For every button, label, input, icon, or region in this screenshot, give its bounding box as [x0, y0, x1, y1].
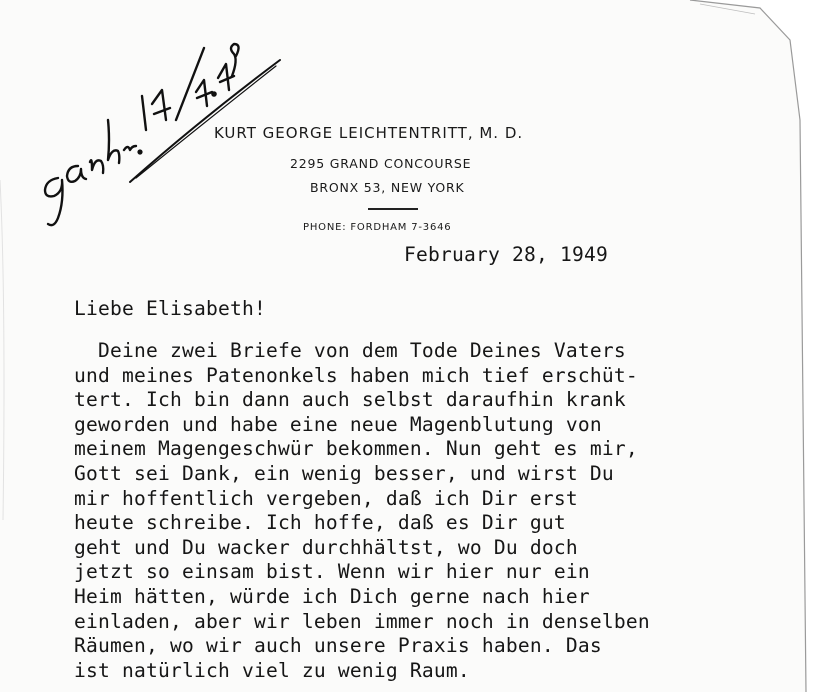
- body-line: Räumen, wo wir auch unsere Praxis haben. Das: [74, 634, 602, 658]
- letter-body: [74, 339, 814, 683]
- body-line: mir hoffentlich vergeben, daß ich Dir erst: [74, 486, 578, 510]
- body-line: geht und Du wacker durchhältst, wo Du doch: [74, 535, 578, 559]
- body-line: geworden und habe eine neue Magenblutung von: [74, 412, 602, 436]
- body-line: Deine zwei Briefe von dem Tode Deines Vaters: [98, 339, 626, 362]
- letterhead-divider: [368, 208, 418, 210]
- body-line: Heim hätten, würde ich Dich gerne nach hier: [74, 584, 590, 608]
- body-line: einladen, aber wir leben immer noch in denselben: [74, 609, 650, 633]
- address-line-1: 2295 GRAND CONCOURSE: [290, 156, 472, 171]
- physician-name: KURT GEORGE LEICHTENTRITT, M. D.: [214, 124, 524, 142]
- phone-number: PHONE: FORDHAM 7-3646: [303, 222, 452, 233]
- body-line: tert. Ich bin dann auch selbst daraufhin krank: [74, 388, 626, 412]
- body-line: und meines Patenonkels haben mich tief erschüt-: [74, 363, 638, 387]
- address-line-2: BRONX 53, NEW YORK: [310, 180, 465, 195]
- body-line: Gott sei Dank, ein wenig besser, und wirst Du: [74, 461, 614, 485]
- salutation: Liebe Elisabeth!: [74, 297, 266, 320]
- body-line: heute schreibe. Ich hoffe, daß es Dir gut: [74, 511, 566, 535]
- body-line: jetzt so einsam bist. Wenn wir hier nur ein: [74, 560, 590, 584]
- body-line: meinem Magengeschwür bekommen. Nun geht es mir,: [74, 437, 638, 461]
- body-line: ist natürlich viel zu wenig Raum.: [74, 658, 470, 682]
- letter-date: February 28, 1949: [404, 243, 608, 266]
